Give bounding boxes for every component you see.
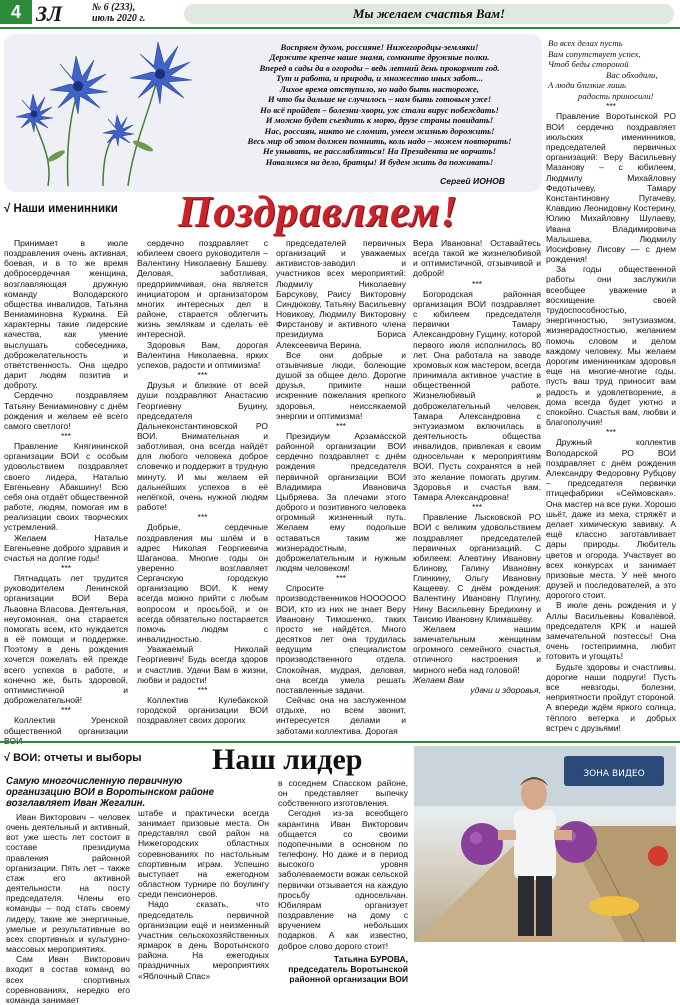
leader-photo bbox=[414, 746, 676, 942]
article-paragraph: Сердечно поздравляем Татьяну Вениаминовну с днём рождения и желаем её всего самого светлого! bbox=[4, 390, 128, 431]
article-paragraph: Принимает в июле поздравления очень активная, боевая, и в то же время добросердечная женщина, возглавляющая дружную команду Володарского общества инвалидов, Татьяна Вениаминовна Куркина. Ей характерны такие лидерские качества, как умение выслушать собеседника, доброжелательность и ответственность. Она щедро дарит людям позитив и доброту. bbox=[4, 238, 128, 391]
article-paragraph: Добрые, сердечные поздравления мы шлём и в адрес Николая Георгиевича Шаганова. Многие годы он уверенно возглавляет Сергачскую городскую организацию ВОИ. К нему всегда можно прийти с любым вопросом и просьбой, и он всегда обязательно постарается помочь людям с инвалидностью. bbox=[137, 522, 268, 645]
article-paragraph: Сам Иван Викторович входит в состав команд во всех спортивных соревнованиях, нередко его команда занимает bbox=[6, 954, 130, 1005]
article-paragraph: штабе и практически всегда занимает призовые места. Он представлял свой район на Нижегородских областных соревнованиях по настольным спортивным играм. Успешно выступает на ежегодном областном турнире по боулингу среди пенсионеров. bbox=[138, 808, 269, 900]
article-paragraph: Правление Лысковской РО ВОИ с великим удовольствием поздравляет председателей первичных организаций. С юбилеем: Алевтину Ивановну Блинову, Галину Ивановну Глинкину, Ольгу Ивановну Кащееву. С днём рождения: Валентину Ивановну Плугину, Нину Васильевну Бредихину и Таисию Ивановну Климашёву. bbox=[413, 512, 541, 624]
issue-number: № 6 (233), bbox=[92, 2, 136, 13]
bowling-alley-photo bbox=[414, 746, 676, 942]
article-paragraph: Надо сказать, что председатель первичной организации ещё и неизменный участник сельскохозяйственных ярмарок в день Воротынского района. На ежегодных праздничных мероприятиях «Яблочный Спас» bbox=[138, 899, 269, 981]
poem-line: Весь мир об этом должен помнить, коль надо – можем повторить! bbox=[247, 135, 512, 146]
article-paragraph: Президиум Арзамасской районной организации ВОИ сердечно поздравляет с днём рождения председателя первичной организации ВОИ Владимира Ивановича Цыбряева. За плечами этого доброго и позитивного человека огромный жизненный путь. Желаем ему подольше оставаться таким же жизнерадостным, доброжелательным и нужным людям человеком! bbox=[276, 430, 406, 573]
article-paragraph: За годы общественной работы они заслужили всеобщее уважение и восхищение своей трудоспособностью, энергичностью, энтузиазмом, жизнерадостностью, желанием помочь словом и делом каждому человеку. Мы желаем дорогим именинникам здоровья еще на многие-многие годы, пусть ваш труд приносит вам радость и удовлетворение, а дома всегда будет уютно и спокойно. Счастья вам, любви и благополучия! bbox=[546, 264, 676, 428]
birthdays-column-2: сердечно поздравляет с юбилеем своего руководителя – Валентину Николаевну Башеву. Деловая, заботливая, предприимчивая, она является инициатором и организатором многих интересных дел в районе, старается облегчить жизнь землякам и сделать её интересной. Здоровья Вам, дорогая Валентина Николаевна, ярких успехов, радости и оптимизма! *** Друзья и близкие от всей души поздравляют Анастасию Георгиевну Буцину, председателя Дальнеконстантиновской РО ВОИ. Внимательная и заботливая, она всегда найдёт для любого человека доброе словечко и поддержит в трудную минуту. И мы желаем ей дальнейших успехов в её нелёгкой, очень нужной людям работе! *** Добрые, сердечные поздравления мы шлём и в адрес Николая Георгиевича Шаганова. Многие годы он уверенно возглавляет Сергачскую городскую организацию ВОИ. К нему всегда можно прийти с любым вопросом и просьбой, и он всегда обязательно постарается помочь людям с инвалидностью. Уважаемый Николай Георгиевич! Будь всегда здоров и счастлив. Удачи Вам в жизни, любви и радости! *** Коллектив Кулебакской городской организации ВОИ поздравляет своих дорогих bbox=[137, 238, 268, 726]
verse-line: Чтоб беды стороной bbox=[548, 59, 629, 70]
section-title: √ ВОИ: отчеты и выборы bbox=[4, 752, 142, 765]
article-paragraph: Друзья и близкие от всей души поздравляют Анастасию Георгиевну Буцину, председателя Дальнеконстантиновской РО ВОИ. Внимательная и заботливая, она всегда найдёт для любого человека доброе словечко и поддержит в трудную минуту. И мы желаем ей дальнейших успехов в её нелёгкой, очень нужной людям работе! bbox=[137, 380, 268, 513]
poem-line: Держите крепче наше знамя, сомкните дружные полки. bbox=[269, 52, 490, 63]
article-paragraph: Иван Викторович – человек очень деятельный и активный, вот уже шесть лет состоит в составе президиума правления районной организации. Пять лет – также стаж его активной деятельности на посту председателя. Члены его команды – под стать своему лидеру, такие же энергичные, умелые и результативные во всех спортивных и культурно-массовых мероприятиях. bbox=[6, 812, 130, 955]
article-paragraph: Богородская районная организация ВОИ поздравляет с юбилеем председателя первички Тамару Александровну Гущину, которой первого июля исполнилось 80 лет. Она работала на заводе хромовых кож мастером, всегда принимала активное участие в общественной работе. Жизнелюбивый и доброжелательный человек, Тамара Александровна с энтузиазмом включилась в деятельность общества инвалидов, привлекая к своим одноcельчан к мероприятиям ВОИ. Пусть сохранятся в ней это желание помогать другим. Здоровья и счастья вам, Тамара Александровна! bbox=[413, 288, 541, 502]
article-paragraph: Спросите производственников НОООООО ВОИ, кто из них не знает Веру Ивановну Тимошенко, таких просто не найдётся. Много десятков лет она трудилась ведущим специалистом производственного отдела. Спокойная, мудрая, деловая, она всегда умела решать поставленные задачи. bbox=[276, 583, 406, 695]
poem-line: Нас, россиян, никто не сломит, умеем жизнью дорожить! bbox=[264, 125, 495, 136]
birthdays-column-1: Принимает в июле поздравления очень активная, боевая, и в то же время добросердечная женщина, возглавляющая дружную команду Володарского общества инвалидов, Татьяна Вениаминовна Куркина. Ей характерны такие лидерские качества, как умение выслушать собеседника, доброжелательность и ответственность. Она щедро дарит людям позитив и доброту. Сердечно поздравляем Татьяну Вениаминовну с днём рождения и желаем её всего самого светлого! *** Правление Княгининской организации ВОИ с особым удовольствием поздравляет своего лидера, Наталью Евгеньевну Абакшину! Всю себя она отдаёт общественной работе, людям, помогая им в реализации своих творческих устремлений. Желаем Наталье Евгеньевне доброго здравия и счастья на долгие годы! *** Пятнадцать лет трудится руководителем Ленинской организации ВОИ Вера Львовна Власова. Деятельная, неугомонная, она старается помогать всем, кто нуждается в её помощи и поддержке. Поэтому в день рождения хочется пожелать ей прежде всего успехов в работе, и конечно же, быть здоровой, оптимистичной и доброжелательной! *** Коллектив Уренской общественной организации bbox=[4, 238, 128, 746]
newspaper-logo: ЗЛ bbox=[36, 1, 63, 26]
poem-line: Не унывать, не расслабляться! На Президента не ворчать! bbox=[262, 146, 497, 157]
article-paragraph: Уважаемый Николай Георгиевич! Будь всегда здоров и счастлив. Удачи Вам в жизни, любви и радости! bbox=[137, 644, 268, 685]
article-paragraph: Дружный коллектив Володарской РО ВОИ поздравляет с днём рождения Александру Федоровну Рубцову – председателя первички птицефабрики «Сеймовская». Она мастер на все руки. Хорошо шьёт, даже из меха, стряжёт и делает химическую завивку. А ещё классно заготавливает дары природы. Любитель цветов и огорода. Участвует во всех конкурсах и занимает призовые места. У неё много друзей и последователей, а это дорогого стоит. bbox=[546, 437, 676, 601]
article-title: Наш лидер bbox=[212, 743, 363, 776]
article-paragraph: Правление Княгининской организации ВОИ с особым удовольствием поздравляет своего лидера, Наталью Евгеньевну Абакшину! Всю себя она отдаёт общественной работе, людям, помогая им в реализации своих творческих устремлений. bbox=[4, 441, 128, 533]
article-paragraph: Будьте здоровы и счастливы, дорогие наши подруги! Пусть все невзгоды, болезни, неприятности пройдут стороной. А впереди ждём яркого солнца, тёплого ветерка и добрых встреч с друзьями! bbox=[546, 661, 676, 733]
article-paragraph: В июле день рождения и у Аллы Васильевны Ковалёвой, председателя КРК и нашей замечательной поэтессы! Она очень гостеприимна, любит готовить и угощать! bbox=[546, 600, 676, 662]
article-signature: Татьяна БУРОВА, председатель Воротынской районной организации ВОИ bbox=[288, 953, 408, 984]
article-paragraph: Правление Воротынской РО ВОИ сердечно поздравляет июльских именинников, председателей первичных организаций: Веру Васильевну Мазанову – с юбилеем, Людмилу Михайловну Федотычеву, Тамару Константиновну Пугачеву, Клавдию Леонидовну Костерину, Юлию Михайловну Шулаеву, Ивана Владимировича Малышева, Людмилу Иосифовну Лисову — с днем рождения! bbox=[546, 111, 676, 265]
poem-line: Воспряем духом, россияне! Нижегородцы-земляки! bbox=[280, 42, 479, 52]
verse-line: радость приносили! bbox=[578, 90, 654, 101]
article-paragraph: Сейчас она на заслуженном отдыхе, но всем звонит, интересуется делами и заботами коллектива. Дорогая bbox=[276, 695, 406, 736]
poem-line: Тут и работа, и природа, и множество иных забот... bbox=[276, 73, 483, 84]
article-paragraph: Желаем Наталье Евгеньевне доброго здравия и счастья на долгие годы! bbox=[4, 532, 128, 563]
article-paragraph: Желаем нашим замечательным женщинам огромного семейного счастья, отличного настроения и мирного неба над головой! bbox=[413, 623, 541, 675]
poem-line: Вперед в сады да в огороды – ведь летний день прокормит год. bbox=[259, 62, 500, 73]
leader-column-2 bbox=[138, 808, 269, 981]
article-paragraph: председателей первичных организаций и уважаемых активистов-заводил и участников всех мероприятий: Людмилу Николаевну Барсукову, Раису Викторовну Синдюкову, Татьяну Васильевну Новикову, Людмилу Викторовну Фирстанову и активного члена президиума Бориса Алексеевича Верина. bbox=[276, 238, 406, 350]
header-divider bbox=[0, 27, 680, 29]
article-paragraph: удачи и здоровья, bbox=[470, 684, 541, 695]
issue-info bbox=[92, 3, 145, 24]
cornflower-illustration bbox=[8, 36, 213, 186]
leader-column-3 bbox=[278, 778, 408, 984]
poem-line: Навалимся на дело, братцы! И будем жить да поживать! bbox=[265, 156, 494, 167]
page-banner: Мы желаем счастья Вам! bbox=[184, 4, 674, 24]
issue-date: июль 2020 г. bbox=[92, 12, 146, 24]
article-paragraph: сердечно поздравляет с юбилеем своего руководителя – Валентину Николаевну Башеву. Деловая, заботливая, предприимчивая, она является инициатором и организатором многих интересных дел в районе, старается облегчить жизнь землякам и сделать её интересной. bbox=[137, 238, 268, 340]
poem-line: И можно будет съездить к морю, друзе страны повидать! bbox=[265, 115, 494, 126]
poem-author: Сергей ИОНОВ bbox=[440, 176, 505, 186]
verse-line: А люди близкие лишь bbox=[548, 80, 627, 91]
article-paragraph: Здоровья Вам, дорогая Валентина Николаевна, ярких успехов, радости и оптимизма! bbox=[137, 339, 268, 370]
congratulations-title: Поздравляем! bbox=[178, 187, 459, 236]
article-paragraph: Желаем Вам bbox=[413, 674, 465, 685]
leader-column-1 bbox=[6, 812, 130, 1005]
greeting-verse bbox=[546, 38, 676, 101]
article-paragraph: Вера Ивановна! Оставайтесь всегда такой же жизнелюбивой и оптимистичной, отзывчивой и доброй! bbox=[413, 238, 541, 279]
poem bbox=[222, 42, 537, 167]
article-lead: Самую многочисленную первичную организацию ВОИ в Воротынском районе возглавляет Иван Жегалин. bbox=[6, 776, 215, 810]
article-paragraph: в соседнем Спасском районе, он представляет выпечку собственного изготовления. bbox=[278, 778, 408, 809]
poem-line: И что бы дальше не случилось – нам быть готовым уже! bbox=[267, 94, 492, 105]
article-paragraph: Коллектив Уренской общественной организации bbox=[4, 715, 128, 736]
article-paragraph: Сегодня из-за всеобщего карантина Иван Викторович общается со своими подопечными в основном по телефону. Но даже и в период высокого уровня заболеваемости вожак сельской первички отзывается на каждую просьбу одноcельчан. Юбилярам организует поздравление на дому с вручением небольших подарков. А как известно, доброе слово дорого стоит! bbox=[278, 808, 408, 951]
poem-line: Лихое время отступило, но надо быть настороже, bbox=[279, 83, 480, 94]
article-paragraph: Все они добрые и отзывчивые люди, болеющие душой за общее дело. Дорогие друзья, примите наши искренние пожелания крепкого здоровья, неиссякаемой энергии и оптимизма! bbox=[276, 349, 406, 421]
verse-line: Вас обходили, bbox=[606, 69, 658, 80]
section-title: √ Наши именинники bbox=[4, 203, 118, 217]
article-paragraph: Пятнадцать лет трудится руководителем Ленинской организации ВОИ Вера Львовна Власова. Деятельная, неугомонная, она старается помогать всем, кто нуждается в её помощи и поддержке. Поэтому в день рождения хочется пожелать ей прежде всего успехов в работе, и конечно же, быть здоровой, оптимистичной и доброжелательной! bbox=[4, 573, 128, 706]
verse-line: Вам сопутствует успех, bbox=[548, 48, 641, 59]
birthdays-column-4: Вера Ивановна! Оставайтесь всегда такой же жизнелюбивой и оптимистичной, отзывчивой и доброй! *** Богородская районная организация ВОИ поздравляет с юбилеем председателя первички Тамару Александровну Гущину, которой первого июля исполнилось 80 лет. Она работала на заводе хромовых кож мастером, всегда принимала активное участие в общественной работе. Жизнелюбивый и доброжелательный человек, Тамара Александровна с энтузиазмом включилась в деятельность общества инвалидов, привлекая к своим одноcельчан к мероприятиям ВОИ. Пусть сохранятся в ней это желание помогать другим. Здоровья и счастья вам, Тамара Александровна! *** Правление Лысковской РО ВОИ с великим удовольствием поздравляет председателей первичных организаций. С юбилеем: Алевтину Ивановну Блинову, Галину Ивановну Глинкину, Ольгу Ивановну Кащееву. С днём рождения: Валентину Ивановну Плугину, Нину Васильевну Бредихину и Таисию Ивановну Климашёву. Желаем нашим замечательным женщинам огромного семейного счастья, отличного настроения и мирного неба над головой! Желаем Вам удачи и здоровья, bbox=[413, 238, 541, 695]
article-paragraph: Коллектив Кулебакской городской организации ВОИ поздравляет своих дорогих bbox=[137, 695, 268, 726]
right-column: Во всех делах пусть Вам сопутствует успех, Чтоб беды стороной Вас обходили, А люди близкие лишь радость приносили! *** Правление Воротынской РО ВОИ сердечно поздравляет июльских именинников, председателей первичных организаций: Веру Васильевну Мазанову – с юбилеем, Людмилу Михайловну Федотычеву, Тамару Константиновну Пугачеву, Клавдию Леонидовну Костерину, Юлию Михайловну Шулаеву, Ивана Владимировича Малышева, Людмилу Иосифовну Лисову — с днем рождения! За годы общественной работы они заслужили всеобщее уважение и восхищение своей трудоспособностью, энергичностью, энтузиазмом, жизнерадостностью, желанием помочь словом и делом каждому человеку. Мы желаем дорогим именинникам здоровья еще на многие-многие годы, пусть ваш труд приносит вам радость и удовлетворение, а дома всегда будет уютно и спокойно. Счастья вам, любви и благополучия! *** Дружный коллектив Володарской РО ВОИ поздравляет с днём рождения Александру Федоровну Рубцову – председателя первички птицефабрики «Сеймовская». Она мастер на все руки. Хорошо шьёт, даже из меха, стряжёт и делает химическую завивку. А ещё классно заготавливает дары природы. Любитель цветов и огорода. Участвует во всех конкурсах и занимает призовые места. У неё много друзей и последователей, а это дорогого стоит. В июле день рождения и у Аллы Васильевны Ковалёвой, председателя КРК и нашей замечательной поэтессы! Она очень гостеприимна, любит готовить и угощать! Будьте здоровы и счастливы, дорогие наши подруги! Пусть все невзгоды, болезни, неприятности пройдут стороной. А впереди ждём яркого солнца, тёплого ветерка и добрых встреч с друзьями! bbox=[546, 38, 676, 733]
page-number: 4 bbox=[0, 0, 32, 24]
verse-line: Во всех делах пусть bbox=[548, 38, 623, 48]
photo-sign-text: ЗОНА ВИДЕО bbox=[583, 769, 645, 779]
poem-line: Но всё пройдет – болезни-хвори, уж стали вирус побеждать! bbox=[260, 104, 499, 115]
birthdays-column-3: председателей первичных организаций и уважаемых активистов-заводил и участников всех мероприятий: Людмилу Николаевну Барсукову, Раису Викторовну Синдюкову, Татьяну Васильевну Новикову, Людмилу Викторовну Фирстанову и активного члена президиума Бориса Алексеевича Верина. Все они добрые и отзывчивые люди, болеющие душой за общее дело. Дорогие друзья, примите наши искренние пожелания крепкого здоровья, неиссякаемой энергии и оптимизма! *** Президиум Арзамасской районной организации ВОИ сердечно поздравляет с днём рождения председателя первичной организации ВОИ Владимира Ивановича Цыбряева. За плечами этого доброго и позитивного человека огромный жизненный путь. Желаем ему подольше оставаться таким же жизнерадостным, доброжелательным и нужным людям человеком! *** Спросите производственников НОООООО ВОИ, кто из них не знает Веру Ивановну Тимошенко, таких просто не найдётся. Много десятков лет она трудилась ведущим специалистом производственного отдела. Спокойная, мудрая, деловая, она всегда умела решать поставленные задачи. Сейчас она на заслуженном отдыхе, но всем звонит, интересуется делами и заботами коллектива. Дорогая bbox=[276, 238, 406, 736]
